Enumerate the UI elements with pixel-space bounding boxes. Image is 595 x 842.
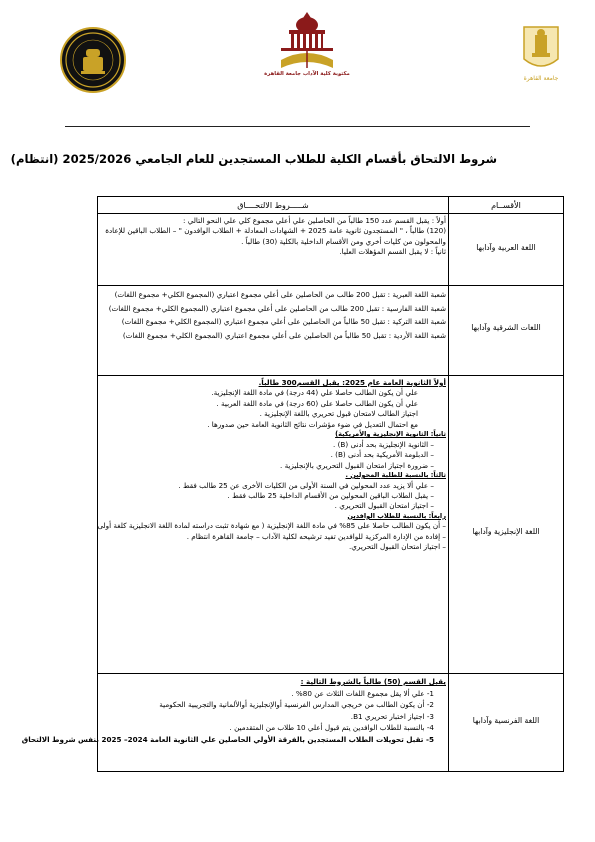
condition-line: 2- أن يكون الطالب من خريجي المدارس الفرنسية أوالإنجليزية أوالألمانية والتجريبية الحكومية	[159, 700, 434, 710]
arabic-conditions	[100, 216, 446, 258]
condition-line: – أن يكون الطالب حاصلا على 85% في مادة اللغة الإنجليزية ( مع شهادة تثبت دراسته لمادة اللغة الانجليزية كلغة أولى	[97, 521, 446, 531]
condition-line: ثانياً : لا يقبل القسم المؤهلات العليا.	[339, 247, 446, 257]
condition-line: علي أن يكون الطالب حاصلا على (60 درجة) في مادة اللغة العربية .	[216, 398, 418, 408]
cairo-university-arts-logo	[264, 10, 350, 90]
condition-line: 3- اجتياز اختبار تحريري B1.	[350, 711, 434, 721]
row-divider	[98, 213, 563, 214]
conditions-column-header: شـــــروط الالتحــــاق	[237, 201, 309, 210]
condition-line: – الثانوية الإنجليزية بحد أدنى (B) .	[333, 439, 434, 449]
center-logo-caption: مكتوبة كلية الآداب جامعة القاهرة	[264, 71, 350, 77]
english-conditions	[97, 378, 446, 553]
condition-heading: أولاً الثانوية العامة عام 2025: يقبل القسم300 طالباً.	[258, 378, 446, 387]
condition-line: (120) طالباً ، " المستجدون ثانوية عامة 2025 + الشهادات المعادلة + الطلاب الوافدون " – الطلاب الباقين للإعادة	[105, 226, 446, 236]
cairo-university-logo	[520, 25, 562, 87]
row-divider	[98, 673, 563, 674]
condition-line: مع احتمال التعديل في ضوء مؤشرات نتائج الثانوية العامة حين صدورها .	[207, 419, 418, 429]
condition-line: علي أن يكون الطالب حاصلا علي (44 درجة) في مادة اللغة الإنجليزية.	[211, 388, 418, 398]
condition-line: اجتياز الطالب لامتحان قبول تحريري باللغة الإنجليزية .	[259, 409, 418, 419]
condition-line: – الدبلومة الأمريكية بحد أدنى (B) .	[330, 450, 434, 460]
department-arabic: اللغة العربية وآدابها	[476, 243, 536, 252]
condition-line: – إفادة من الإدارة المركزية للوافدين تفيد ترشيحه لكلية الآداب – جامعة القاهرة انتظام .	[186, 531, 446, 541]
condition-line: – اجتياز امتحان القبول التحريري.	[348, 542, 446, 552]
condition-heading: رابعاً: بالنسبة للطلاب الوافدين	[347, 511, 446, 520]
condition-line: 4- بالنسبة للطلاب الوافدين يتم قبول أعلي 10 طلاب من المتقدمين .	[229, 723, 434, 733]
condition-line: – يقبل الطلاب الباقين المحولين من الأقسام الداخلية 25 طالب فقط .	[227, 491, 434, 501]
admission-conditions-table	[21, 196, 564, 772]
condition-heading: ثالثاً: بالنسبة للطلبة المحولين .	[345, 471, 446, 480]
department-english: اللغة الإنجليزية وآدابها	[472, 527, 540, 536]
column-divider	[448, 197, 449, 771]
oriental-conditions	[100, 288, 446, 343]
departments-column-header: الأقســام	[491, 201, 521, 210]
condition-line: أولاً : يقبل القسم عدد 150 طالباً من الحاصلين علي أعلي مجموع كلي علي النحو التالي :	[183, 216, 446, 225]
condition-line: شعبة اللغة العبرية : تقبل 200 طالب من الحاصلين على أعلي مجموع اعتباري (المجموع الكلي+ مجموع اللغات)	[114, 290, 446, 299]
department-oriental: اللغات الشرقية وآدابها	[471, 323, 541, 332]
page-title: شروط الالتحاق بأقسام الكلية للطلاب المستجدين للعام الجامعي 2025/2026 (انتظام)	[10, 152, 497, 166]
faculty-seal-logo	[60, 27, 126, 93]
condition-line: 5- تقبل تحويلات الطلاب المستجدين بالفرقة الأولي الحاصلين علي الثانوية العامة 2024– 2025 بنفس شروط الالتحاق	[21, 734, 434, 744]
condition-line: شعبة اللغة الفارسية : تقبل 200 طالب من الحاصلين على أعلي مجموع اعتباري (المجموع الكلي+ مجموع اللغات)	[108, 303, 446, 313]
condition-line: شعبة اللغة الأردية : تقبل 50 طالباً من الحاصلين على أعلي مجموع اعتباري (المجموع الكلي+ مجموع اللغات)	[122, 331, 446, 341]
right-logo-caption: جامعة القاهرة	[523, 75, 559, 82]
condition-line: – علي ألا يزيد عدد المحولين في السنة الأولى من الكليات الأخرى عن 25 طالب فقط .	[178, 480, 434, 490]
condition-line: – اجتياز امتحان القبول التحريري .	[334, 501, 434, 511]
condition-line: – ضرورة اجتياز امتحان القبول التحريري بالإنجليزية .	[280, 460, 434, 470]
condition-heading: يقبل القسم (50) طالباً بالشروط التالية :	[300, 677, 446, 686]
department-french: اللغة الفرنسية وآدابها	[472, 716, 540, 725]
french-conditions	[21, 676, 446, 745]
header-divider	[65, 126, 530, 127]
row-divider	[98, 285, 563, 286]
condition-heading: ثانياً: الثانوية الإنجليزية والأمريكية)	[335, 430, 446, 439]
condition-line: شعبة اللغة التركية : تقبل 50 طالباً من الحاصلين على أعلي مجموع اعتباري (المجموع الكلي+ مجموع اللغات)	[121, 317, 446, 327]
condition-line: 1- علي ألا يقل مجموع اللغات الثلاث عن 80% .	[291, 688, 434, 698]
condition-line: والمحولون من كليات أخري ومن الأقسام الداخلية بالكلية (30) طالباً .	[241, 236, 446, 246]
row-divider	[98, 375, 563, 376]
